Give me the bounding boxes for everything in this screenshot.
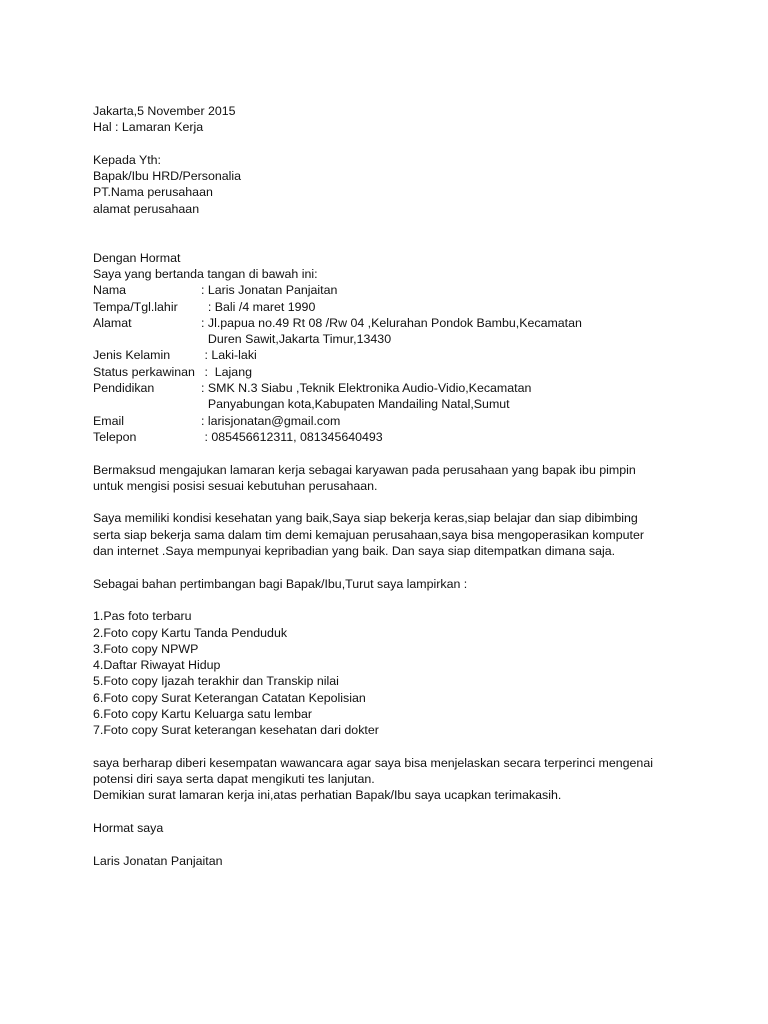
recipient-line: Bapak/Ibu HRD/Personalia (93, 169, 242, 184)
paragraph-line: potensi diri saya serta dapat mengikuti tes lanjutan. (93, 772, 375, 787)
list-item: 7.Foto copy Surat keterangan kesehatan dari dokter (93, 723, 379, 738)
list-item: 6.Foto copy Surat Keterangan Catatan Kepolisian (93, 690, 366, 705)
field-value: Panyabungan kota,Kabupaten Mandailing Natal,Sumut (201, 397, 510, 412)
field-value: : Lajang (201, 364, 252, 379)
field-value: : Bali /4 maret 1990 (201, 299, 316, 314)
field-label: Tempa/Tgl.lahir (93, 299, 178, 314)
letter-page (93, 103, 693, 869)
paragraph-line: Bermaksud mengajukan lamaran kerja sebagai karyawan pada perusahaan yang bapak ibu pimpin (93, 462, 636, 477)
field-value: : Laki-laki (201, 348, 257, 363)
field-value: : SMK N.3 Siabu ,Teknik Elektronika Audio-Vidio,Kecamatan (201, 381, 532, 396)
personal-data-block (93, 282, 693, 445)
paragraph-qualities (93, 510, 693, 559)
field-value: : Jl.papua no.49 Rt 08 /Rw 04 ,Kelurahan Pondok Bambu,Kecamatan (201, 315, 582, 330)
field-label: Pendidikan (93, 381, 155, 396)
list-item: 6.Foto copy Kartu Keluarga satu lembar (93, 706, 313, 721)
recipient-line: PT.Nama perusahaan (93, 185, 213, 200)
field-gender (93, 347, 693, 363)
field-label: Nama (93, 283, 127, 298)
field-address-cont (93, 331, 693, 347)
greeting: Dengan Hormat (93, 250, 181, 265)
paragraph-intent (93, 462, 693, 495)
field-value: : larisjonatan@gmail.com (201, 413, 341, 428)
field-name (93, 282, 693, 298)
field-label: Jenis Kelamin (93, 348, 171, 363)
field-value: : 085456612311, 081345640493 (201, 429, 383, 444)
field-education-cont (93, 396, 693, 412)
recipient-line: alamat perusahaan (93, 201, 200, 216)
field-label: Status perkawinan (93, 364, 195, 379)
paragraph-line: untuk mengisi posisi sesuai kebutuhan perusahaan. (93, 478, 378, 493)
field-email (93, 413, 693, 429)
intro-line: Saya yang bertanda tangan di bawah ini: (93, 266, 318, 281)
salutation: Hormat saya (93, 821, 164, 836)
list-item: 1.Pas foto terbaru (93, 609, 192, 624)
field-birth (93, 299, 693, 315)
paragraph-line: serta siap bekerja sama dalam tim demi kemajuan perusahaan,saya bisa mengoperasikan komputer (93, 527, 644, 542)
field-education (93, 380, 693, 396)
recipient-line: Kepada Yth: (93, 152, 161, 167)
field-label: Alamat (93, 315, 132, 330)
paragraph-line: dan internet .Saya mempunyai kepribadian yang baik. Dan saya siap ditempatkan dimana saja. (93, 544, 616, 559)
paragraph-line: Demikian surat lamaran kerja ini,atas perhatian Bapak/Ibu saya ucapkan terimakasih. (93, 788, 562, 803)
attachments-intro: Sebagai bahan pertimbangan bagi Bapak/Ibu,Turut saya lampirkan : (93, 576, 468, 591)
field-label: Email (93, 413, 124, 428)
field-marital (93, 364, 693, 380)
field-address (93, 315, 693, 331)
paragraph-line: saya berharap diberi kesempatan wawancara agar saya bisa menjelaskan secara terperinci mengenai (93, 755, 653, 770)
field-value: : Laris Jonatan Panjaitan (201, 283, 338, 298)
list-item: 4.Daftar Riwayat Hidup (93, 658, 221, 673)
place-date: Jakarta,5 November 2015 (93, 104, 236, 118)
field-value: Duren Sawit,Jakarta Timur,13430 (201, 332, 392, 347)
field-label: Telepon (93, 429, 137, 444)
signature-name: Laris Jonatan Panjaitan (93, 853, 223, 868)
paragraph-line: Saya memiliki kondisi kesehatan yang baik,Saya siap bekerja keras,siap belajar dan siap dibimbing (93, 511, 638, 526)
paragraph-closing (93, 755, 693, 804)
list-item: 2.Foto copy Kartu Tanda Penduduk (93, 625, 288, 640)
recipient-block (93, 152, 693, 217)
subject-line: Hal : Lamaran Kerja (93, 120, 204, 135)
list-item: 5.Foto copy Ijazah terakhir dan Transkip nilai (93, 674, 339, 689)
field-phone (93, 429, 693, 445)
list-item: 3.Foto copy NPWP (93, 641, 199, 656)
attachments-list (93, 608, 693, 738)
